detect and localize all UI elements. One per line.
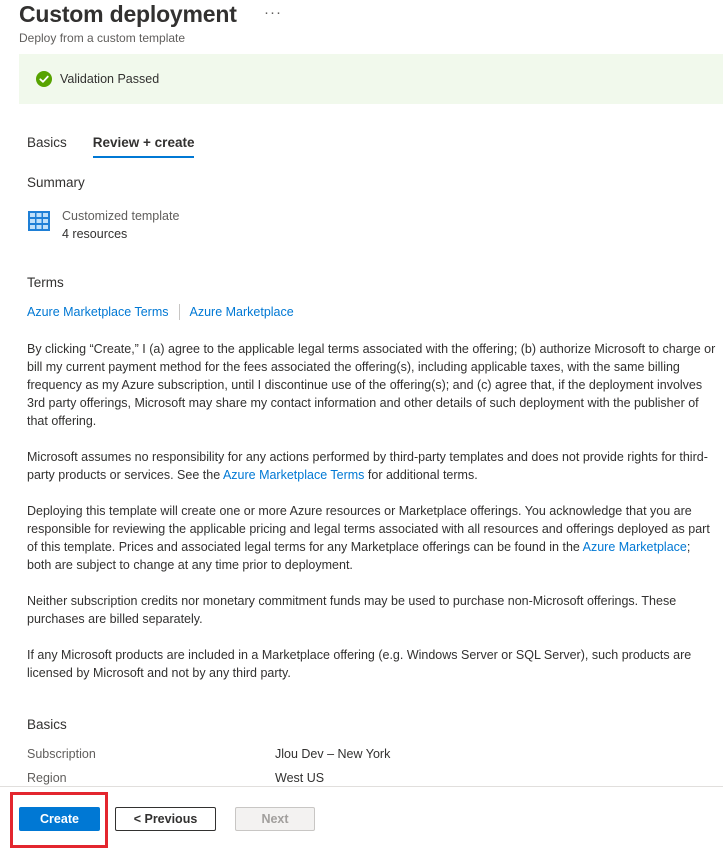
- summary-item: [27, 207, 179, 243]
- region-label: Region: [27, 771, 67, 785]
- terms-links: [27, 304, 294, 320]
- previous-button[interactable]: < Previous: [115, 807, 216, 831]
- page-subtitle: Deploy from a custom template: [19, 31, 186, 45]
- subscription-label: Subscription: [27, 747, 96, 761]
- validation-banner: [19, 54, 723, 104]
- terms-paragraph-1: By clicking “Create,” I (a) agree to the applicable legal terms associated with the offering; (b) authorize Microsoft to charge or bill my current payment method for the fees associated the offering(s), including applicable taxes, with the same billing frequency as my Azure subscription, until I discontinue use of the offering(s); and (c) agree that, if the deployment involves 3rd party offerings, Microsoft may share my contact information and other details of such deployment with the publisher of that offering.: [27, 342, 716, 428]
- subscription-value: Jlou Dev – New York: [275, 747, 391, 761]
- page-title: Custom deployment: [19, 1, 237, 27]
- terms-heading: Terms: [27, 275, 64, 290]
- terms-paragraph-3-text: Deploying this template will create one or more Azure resources or Marketplace offerings. You acknowledge that you are responsible for reviewing the applicable pricing and legal terms associated with all resources and offerings deployed as part of this template. Prices and associated legal terms for any Marketplace offerings can be found in the: [27, 504, 710, 554]
- terms-paragraph-3: [27, 502, 717, 574]
- basics-heading: Basics: [27, 717, 67, 732]
- azure-marketplace-link[interactable]: Azure Marketplace: [189, 305, 294, 319]
- terms-paragraph-2-text: Microsoft assumes no responsibility for any actions performed by third-party templates and does not provide rights for third-party products or services. See the: [27, 450, 708, 482]
- tab-bar: [27, 135, 220, 158]
- azure-marketplace-terms-link[interactable]: Azure Marketplace Terms: [27, 305, 169, 319]
- more-options-icon[interactable]: ···: [264, 4, 282, 21]
- terms-paragraph-2-tail: for additional terms.: [364, 468, 478, 482]
- tab-basics[interactable]: Basics: [27, 135, 67, 150]
- terms-paragraph-4: Neither subscription credits nor monetary commitment funds may be used to purchase non-Microsoft offerings. These purchases are billed separately.: [27, 594, 677, 626]
- terms-paragraph-2: [27, 448, 717, 484]
- summary-item-count: 4 resources: [62, 227, 128, 241]
- next-button[interactable]: Next: [235, 807, 315, 831]
- tab-review-create[interactable]: Review + create: [93, 135, 195, 158]
- terms-paragraph-5: If any Microsoft products are included in a Marketplace offering (e.g. Windows Server or SQL Server), such products are licensed by Microsoft and not by any third party.: [27, 648, 692, 680]
- create-button[interactable]: Create: [19, 807, 100, 831]
- region-value: West US: [275, 771, 325, 785]
- check-circle-icon: [36, 71, 52, 87]
- terms-paragraph-3-link[interactable]: Azure Marketplace: [582, 540, 687, 554]
- template-grid-icon: [27, 209, 51, 233]
- terms-paragraph-2-link[interactable]: Azure Marketplace Terms: [222, 468, 365, 482]
- terms-paragraph-3-tail: ; both are subject to change at any time prior to deployment.: [27, 540, 691, 572]
- summary-heading: Summary: [27, 175, 85, 190]
- validation-text: Validation Passed: [60, 72, 160, 86]
- link-separator: [179, 304, 180, 320]
- summary-item-name: Customized template: [62, 209, 180, 223]
- footer-bar: [0, 786, 723, 851]
